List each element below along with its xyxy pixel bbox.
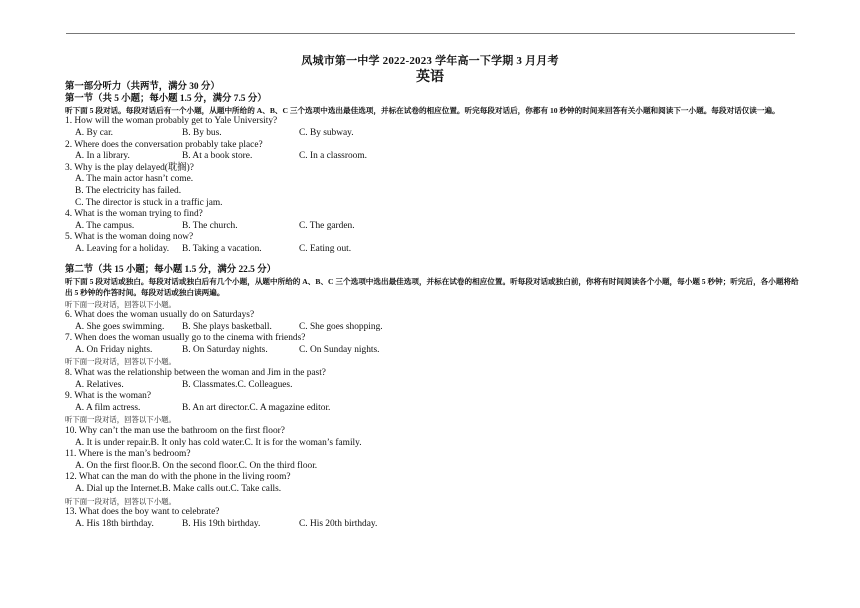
section1-heading: 第一节（共 5 小题；每小题 1.5 分，满分 7.5 分） bbox=[65, 93, 267, 104]
option-c: C. On Sunday nights. bbox=[299, 344, 380, 355]
option-a: A. On Friday nights. bbox=[75, 344, 153, 355]
question-4: 4. What is the woman trying to find? bbox=[65, 209, 203, 220]
options-5 bbox=[65, 244, 800, 256]
options-13 bbox=[65, 519, 800, 531]
listening-prompt: 听下面一段对话，回答以下小题。 bbox=[65, 415, 176, 425]
options-10: A. It is under repair.B. It only has cold water.C. It is for the woman’s family. bbox=[75, 437, 362, 448]
options-2 bbox=[65, 151, 800, 163]
option-b: B. By bus. bbox=[182, 127, 222, 138]
question-13: 13. What does the boy want to celebrate? bbox=[65, 507, 220, 518]
question-9: 9. What is the woman? bbox=[65, 391, 152, 402]
option-a: A. A film actress. bbox=[75, 402, 141, 413]
option-a: A. By car. bbox=[75, 127, 114, 138]
option-a: A. In a library. bbox=[75, 151, 130, 162]
options-6 bbox=[65, 322, 800, 334]
option-b-c: B. Classmates.C. Colleagues. bbox=[182, 379, 293, 390]
option-a: A. Leaving for a holiday. bbox=[75, 243, 170, 254]
option-b: B. The electricity has failed. bbox=[75, 185, 182, 196]
option-c: C. The director is stuck in a traffic jam. bbox=[75, 197, 223, 208]
part1-heading: 第一部分听力（共两节，满分 30 分） bbox=[65, 82, 220, 92]
subject-title: 英语 bbox=[416, 70, 444, 85]
option-c: C. In a classroom. bbox=[299, 151, 367, 162]
option-c: C. She goes shopping. bbox=[299, 321, 383, 332]
question-12: 12. What can the man do with the phone in the living room? bbox=[65, 472, 291, 483]
question-11: 11. Where is the man’s bedroom? bbox=[65, 449, 191, 460]
listening-prompt: 听下面一段对话，回答以下小题。 bbox=[65, 496, 176, 506]
listening-prompt: 听下面一段对话，回答以下小题。 bbox=[65, 357, 176, 367]
option-b: B. His 19th birthday. bbox=[182, 518, 261, 529]
option-a: A. The campus. bbox=[75, 220, 135, 231]
option-a: A. Relatives. bbox=[75, 379, 124, 390]
question-2: 2. Where does the conversation probably take place? bbox=[65, 139, 263, 150]
option-c: C. His 20th birthday. bbox=[299, 518, 378, 529]
options-12: A. Dial up the Internet.B. Make calls out.C. Take calls. bbox=[75, 484, 282, 495]
option-b: B. The church. bbox=[182, 220, 238, 231]
options-11: A. On the first floor.B. On the second floor.C. On the third floor. bbox=[75, 460, 318, 471]
question-7: 7. When does the woman usually go to the cinema with friends? bbox=[65, 333, 306, 344]
option-b: B. On Saturday nights. bbox=[182, 344, 268, 355]
question-3: 3. Why is the play delayed(耽搁)? bbox=[65, 162, 194, 173]
section2-heading: 第二节（共 15 小题；每小题 1.5 分，满分 22.5 分） bbox=[65, 264, 276, 275]
options-1 bbox=[65, 128, 800, 140]
question-6: 6. What does the woman usually do on Saturdays? bbox=[65, 310, 255, 321]
question-8: 8. What was the relationship between the woman and Jim in the past? bbox=[65, 368, 326, 379]
question-1: 1. How will the woman probably get to Yale University? bbox=[65, 116, 278, 127]
question-5: 5. What is the woman doing now? bbox=[65, 232, 194, 243]
option-a: A. His 18th birthday. bbox=[75, 518, 154, 529]
option-b: B. At a book store. bbox=[182, 151, 253, 162]
option-a: A. She goes swimming. bbox=[75, 321, 165, 332]
option-b-c: B. An art director.C. A magazine editor. bbox=[182, 402, 331, 413]
option-c: C. Eating out. bbox=[299, 243, 352, 254]
option-b: B. She plays basketball. bbox=[182, 321, 272, 332]
option-a: A. The main actor hasn’t come. bbox=[75, 174, 194, 185]
option-c: C. By subway. bbox=[299, 127, 354, 138]
exam-content bbox=[65, 82, 800, 530]
options-9 bbox=[65, 403, 800, 415]
top-divider bbox=[66, 33, 795, 34]
option-c: C. The garden. bbox=[299, 220, 355, 231]
options-8 bbox=[65, 380, 800, 392]
exam-title: 凤城市第一中学 2022-2023 学年高一下学期 3 月月考 bbox=[301, 55, 559, 67]
options-7 bbox=[65, 345, 800, 357]
option-b: B. Taking a vacation. bbox=[182, 243, 262, 254]
options-4 bbox=[65, 221, 800, 233]
listening-prompt: 听下面一段对话，回答以下小题。 bbox=[65, 299, 176, 309]
section1-instructions: 听下面 5 段对话。每段对话后有一个小题，从题中所给的 A、B、C 三个选项中选出最佳选项，并标在试卷的相应位置。听完每段对话后，你都有 10 秒钟的时间来回答有关小题和阅读下一小题。每段对话仅读一遍。 bbox=[65, 106, 780, 116]
section2-instructions: 听下面 5 段对话或独白。每段对话或独白后有几个小题，从题中所给的 A、B、C 三个选项中选出最佳选项，并标在试卷的相应位置。听每段对话或独白前，你将有时间阅读各个小题，每小题 5 秒钟；听完后，各小题将给出 5 秒钟的作答时间。每段对话或独白读两遍。 bbox=[65, 277, 799, 298]
question-10: 10. Why can’t the man use the bathroom on the first floor? bbox=[65, 426, 285, 437]
